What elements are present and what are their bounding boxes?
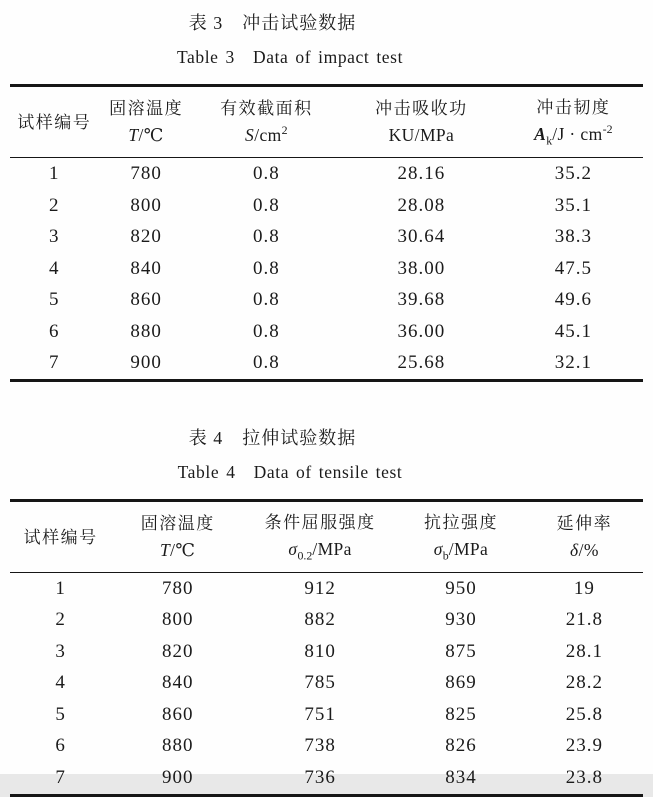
table-cell: 6 <box>55 735 66 757</box>
table-row <box>10 253 643 285</box>
table-cell: 825 <box>445 703 477 725</box>
table-cell: 38.3 <box>554 226 592 248</box>
col-unit: KU/MPa <box>388 125 455 146</box>
table-row <box>10 158 643 190</box>
col-header-conditional-yield-strength <box>244 500 396 572</box>
col-header-impact-absorbed-energy <box>339 86 504 158</box>
table-cell: 47.5 <box>554 257 592 279</box>
table-cell: 7 <box>49 352 60 374</box>
table-cell: 880 <box>161 735 194 757</box>
table-cell: 900 <box>130 352 162 374</box>
table-cell: 2 <box>55 609 66 631</box>
table-cell: 840 <box>161 672 194 694</box>
col-unit: $\sigma_b$/MPa <box>433 538 489 563</box>
table-cell: 19 <box>573 577 595 599</box>
table-cell: 0.8 <box>252 194 280 216</box>
table-cell: 36.00 <box>397 320 446 342</box>
table-cell: 28.16 <box>397 163 446 185</box>
table-cell: 35.1 <box>554 194 592 216</box>
table-cell: 25.68 <box>397 352 446 374</box>
table-cell: 950 <box>445 577 477 599</box>
table-cell: 738 <box>304 735 336 757</box>
table-row <box>10 636 643 668</box>
table-cell: 751 <box>304 703 336 725</box>
col-header-effective-section-area <box>194 86 340 158</box>
col-label-cn: 有效截面积 <box>220 99 313 119</box>
table-cell: 5 <box>49 289 60 311</box>
table-cell: 45.1 <box>554 320 592 342</box>
col-label-cn: 固溶温度 <box>109 99 184 119</box>
table-cell: 0.8 <box>252 320 280 342</box>
table-cell: 7 <box>55 766 66 788</box>
col-unit: T/℃ <box>160 540 196 561</box>
table-row <box>10 221 643 253</box>
col-label-cn: 延伸率 <box>556 514 613 534</box>
table-cell: 6 <box>49 320 60 342</box>
table-cell: 49.6 <box>554 289 592 311</box>
table-cell: 0.8 <box>252 289 280 311</box>
table-row <box>10 190 643 222</box>
col-unit: T/℃ <box>128 125 164 146</box>
table-cell: 736 <box>304 766 336 788</box>
table-cell: 912 <box>304 577 336 599</box>
col-label-cn: 试样编号 <box>23 527 98 547</box>
table-row <box>10 668 643 700</box>
table-cell: 5 <box>55 703 66 725</box>
table-cell: 0.8 <box>252 163 280 185</box>
table-cell: 4 <box>49 257 60 279</box>
table-cell: 840 <box>130 257 162 279</box>
table-cell: 30.64 <box>397 226 446 248</box>
col-header-solution-temperature <box>99 86 194 158</box>
col-header-elongation <box>526 500 643 572</box>
table-row <box>10 347 643 380</box>
table-cell: 23.8 <box>565 766 604 788</box>
table-cell: 900 <box>161 766 194 788</box>
table-row <box>10 316 643 348</box>
table-cell: 4 <box>55 672 66 694</box>
col-label-cn: 固溶温度 <box>140 514 215 534</box>
table-cell: 826 <box>445 735 477 757</box>
col-label-cn: 抗拉强度 <box>423 512 498 532</box>
table-cell: 25.8 <box>565 703 604 725</box>
table-cell: 869 <box>445 672 477 694</box>
table-cell: 21.8 <box>565 609 604 631</box>
table-cell: 23.9 <box>565 735 604 757</box>
impact-table-body <box>10 158 643 381</box>
table-row <box>10 699 643 731</box>
table-row <box>10 731 643 763</box>
table-row <box>10 762 643 795</box>
table-cell: 780 <box>161 577 194 599</box>
table-cell: 3 <box>49 226 60 248</box>
table-cell: 28.1 <box>565 640 604 662</box>
table-cell: 820 <box>130 226 162 248</box>
col-header-sample-id <box>10 500 111 572</box>
col-label-cn: 冲击吸收功 <box>375 99 468 119</box>
table-cell: 834 <box>445 766 477 788</box>
table-cell: 860 <box>161 703 194 725</box>
table-cell: 780 <box>130 163 162 185</box>
table-cell: 820 <box>161 640 194 662</box>
table-cell: 800 <box>130 194 162 216</box>
table-cell: 882 <box>304 609 336 631</box>
table-cell: 875 <box>445 640 477 662</box>
tensile-header-row <box>10 500 643 572</box>
table-cell: 35.2 <box>554 163 592 185</box>
impact-table-caption-en: Table 3 Data of impact test <box>176 47 404 67</box>
table-cell: 39.68 <box>397 289 446 311</box>
table-cell: 930 <box>445 609 477 631</box>
table-cell: 32.1 <box>554 352 592 374</box>
col-label-cn: 试样编号 <box>17 112 92 132</box>
table-cell: 880 <box>130 320 162 342</box>
table-cell: 0.8 <box>252 257 280 279</box>
table-row <box>10 284 643 316</box>
table-cell: 0.8 <box>252 352 280 374</box>
table-cell: 38.00 <box>397 257 446 279</box>
col-unit: δ/% <box>570 540 599 561</box>
table-cell: 785 <box>304 672 336 694</box>
impact-test-table <box>10 84 643 382</box>
col-header-sample-id <box>10 86 99 158</box>
col-label-cn: 冲击韧度 <box>536 98 611 117</box>
table-cell: 28.2 <box>565 672 604 694</box>
table-cell: 1 <box>49 163 60 185</box>
col-label-cn: 条件屈服强度 <box>264 512 376 532</box>
tensile-table-body <box>10 573 643 796</box>
tensile-test-table <box>10 499 643 797</box>
col-header-tensile-strength <box>396 500 526 572</box>
impact-header-row <box>10 86 643 158</box>
tensile-table-caption-en: Table 4 Data of tensile test <box>177 461 403 482</box>
table-cell: 1 <box>55 577 66 599</box>
table-cell: 0.8 <box>252 226 280 248</box>
col-unit: $A_k/J \cdot cm^{-2}$ <box>534 122 613 148</box>
impact-table-caption-cn: 表 3 冲击试验数据 <box>188 13 357 33</box>
table-row <box>10 573 643 605</box>
col-unit: $S/cm^2$ <box>245 123 288 146</box>
table-cell: 810 <box>304 640 336 662</box>
col-header-impact-toughness <box>504 86 643 158</box>
table-cell: 28.08 <box>397 194 446 216</box>
tensile-table-caption-cn: 表 4 拉伸试验数据 <box>188 427 357 448</box>
col-unit: $\sigma_{0.2}$/MPa <box>288 538 352 563</box>
table-cell: 800 <box>161 609 194 631</box>
table-cell: 860 <box>130 289 162 311</box>
table-row <box>10 605 643 637</box>
col-header-solution-temperature <box>111 500 244 572</box>
table-cell: 3 <box>55 640 66 662</box>
table-cell: 2 <box>49 194 60 216</box>
